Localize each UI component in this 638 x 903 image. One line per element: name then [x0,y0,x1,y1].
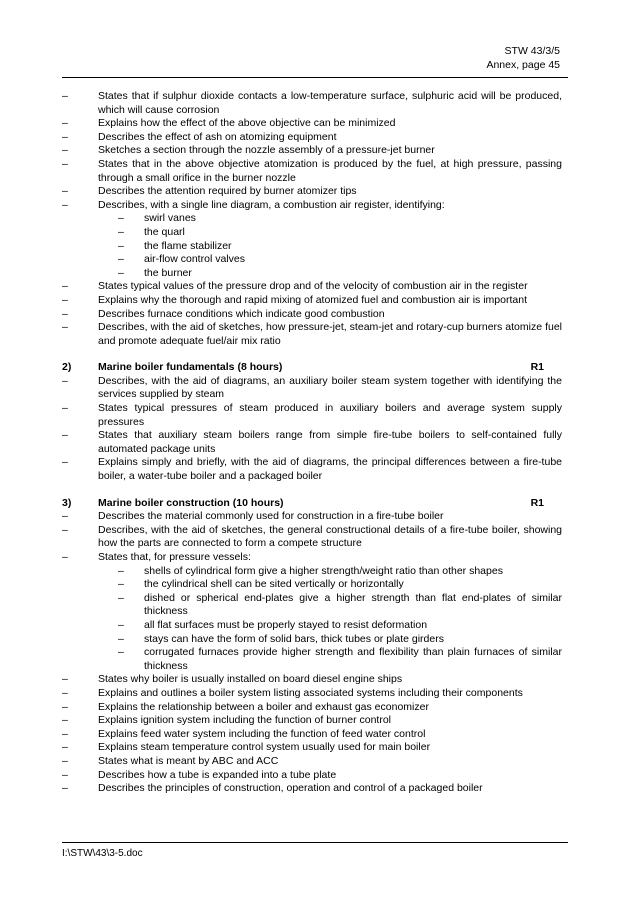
dash-bullet: – [62,402,68,415]
list-item [62,429,562,456]
dash-bullet: – [118,632,124,645]
list-item [62,131,562,145]
dash-bullet: – [62,293,68,306]
section-2-list [62,375,562,484]
list-item [62,185,562,199]
dash-bullet: – [62,307,68,320]
list-item [62,728,562,742]
sub-list-item-text: swirl vanes [144,212,196,225]
list-item-text: Describes the attention required by burner atomizer tips [98,185,357,198]
intro-list [62,90,562,348]
sub-list-item-text: shells of cylindrical form give a higher strength/weight ratio than other shapes [144,564,503,577]
section-title: Marine boiler fundamentals (8 hours) [98,361,283,374]
list-item [62,375,562,402]
dash-bullet: – [62,673,68,686]
list-item-text: States that auxiliary steam boilers range from simple fire-tube boilers to self-contained fully automated package units [98,429,562,455]
list-item [62,524,562,551]
dash-bullet: – [62,741,68,754]
section-number: 2) [62,361,72,374]
sub-list-item [62,212,562,226]
list-item [62,673,562,687]
list-item [62,687,562,701]
list-item-text: Describes furnace conditions which indicate good combustion [98,307,385,320]
list-item-text: States that, for pressure vessels: [98,551,251,563]
dash-bullet: – [62,374,68,387]
list-item-text: Explains why the thorough and rapid mixing of atomized fuel and combustion air is important [98,293,527,306]
list-item [62,321,562,348]
list-item-text: Explains steam temperature control system usually used for main boiler [98,741,431,754]
dash-bullet: – [62,321,68,334]
list-item-text: States why boiler is usually installed on board diesel engine ships [98,673,403,686]
sub-list-item [62,578,562,592]
document-body [62,90,562,796]
list-item-text: Describes the principles of construction, operation and control of a packaged boiler [98,782,483,795]
dash-bullet: – [62,90,68,102]
list-item [62,551,562,565]
sub-list-item-text: dished or spherical end-plates give a higher strength than flat end-plates of similar thickness [144,591,562,618]
list-item-text: Describes the material commonly used for construction in a fire-tube boiler [98,510,444,523]
dash-bullet: – [62,456,68,469]
list-item-text: Sketches a section through the nozzle assembly of a pressure-jet burner [98,144,435,157]
section-heading-2 [62,361,562,375]
list-item-text: Describes, with a single line diagram, a combustion air register, identifying: [98,198,445,211]
list-item-text: States that in the above objective atomization is produced by the fuel, at high pressure, passing through a small orifice in the burner nozzle [98,157,562,184]
dash-bullet: – [118,564,124,577]
list-item-text: Describes how a tube is expanded into a tube plate [98,768,337,781]
list-item-text: States what is meant by ABC and ACC [98,754,279,767]
dash-bullet: – [62,117,68,130]
dash-bullet: – [118,591,124,604]
dash-bullet: – [62,523,68,536]
sub-list-item [62,240,562,254]
dash-bullet: – [62,157,68,170]
sub-list-item-text: air-flow control valves [144,253,245,266]
section-3-list [62,510,562,795]
list-item [62,782,562,796]
page-number: Annex, page 45 [486,59,560,71]
sub-list-item-text: the flame stabilizer [144,239,232,252]
list-item [62,294,562,308]
dash-bullet: – [118,253,124,266]
list-item [62,117,562,131]
section-ref: R1 [530,361,544,374]
sub-list-item [62,633,562,647]
dash-bullet: – [62,429,68,442]
sub-list-item-text: the burner [144,266,192,279]
sub-list-item [62,226,562,240]
dash-bullet: – [62,714,68,727]
header-divider [62,77,568,78]
list-item-text: Explains feed water system including the function of feed water control [98,727,426,740]
dash-bullet: – [118,239,124,252]
dash-bullet: – [118,212,124,225]
sub-list-item [62,619,562,633]
list-item-text: States typical pressures of steam produced in auxiliary boilers and average system supply pressures [98,402,562,428]
list-item [62,714,562,728]
dash-bullet: – [62,727,68,740]
list-item [62,769,562,783]
dash-bullet: – [118,646,124,659]
list-item [62,510,562,524]
dash-bullet: – [62,700,68,713]
sub-list-item [62,565,562,579]
list-item-text: Explains and outlines a boiler system listing associated systems including their components [98,686,523,699]
list-item [62,755,562,769]
list-item [62,199,562,213]
dash-bullet: – [62,130,68,143]
sub-list-item-text: stays can have the form of solid bars, thick tubes or plate girders [144,632,444,645]
dash-bullet: – [62,185,68,198]
list-item-text: States that if sulphur dioxide contacts a low-temperature surface, sulphuric acid will be produced, which will cause corrosion [98,90,562,116]
list-item [62,701,562,715]
section-title: Marine boiler construction (10 hours) [98,496,284,509]
document-reference: STW 43/3/5 [504,45,560,57]
list-item [62,308,562,322]
sub-list-item-text: the quarl [144,225,185,238]
list-item-text: Describes, with the aid of sketches, the general constructional details of a fire-tube boiler, showing how the parts are connected to form a compete structure [98,523,562,550]
list-item-text: Describes the effect of ash on atomizing equipment [98,130,337,143]
list-item-text: States typical values of the pressure drop and of the velocity of combustion air in the register [98,280,528,293]
dash-bullet: – [62,280,68,293]
footer-file-path: I:\STW\43\3-5.doc [62,848,143,859]
list-item-text: Explains ignition system including the function of burner control [98,714,391,727]
dash-bullet: – [62,551,68,563]
dash-bullet: – [118,225,124,238]
list-item [62,280,562,294]
list-item [62,90,562,117]
list-item-text: Describes, with the aid of sketches, how pressure-jet, steam-jet and rotary-cup burners atomize fuel and promote adequate fuel/air mix ratio [98,321,562,347]
dash-bullet: – [62,782,68,795]
dash-bullet: – [62,686,68,699]
list-item-text: Describes, with the aid of diagrams, an auxiliary boiler steam system together with identifying the services supplied by steam [98,374,562,401]
list-item-text: Explains the relationship between a boiler and exhaust gas economizer [98,700,429,713]
sub-list-item [62,646,562,673]
sub-list-item-text: the cylindrical shell can be sited vertically or horizontally [144,578,404,591]
dash-bullet: – [118,618,124,631]
sub-list-item [62,267,562,281]
dash-bullet: – [62,754,68,767]
list-item [62,402,562,429]
footer-divider [62,842,568,843]
list-item [62,741,562,755]
list-item-text: Explains how the effect of the above objective can be minimized [98,117,396,130]
dash-bullet: – [118,578,124,591]
page-header [486,44,560,72]
sub-list-item-text: all flat surfaces must be properly stayed to resist deformation [144,618,428,631]
dash-bullet: – [62,198,68,211]
section-ref: R1 [530,496,544,509]
sub-list-item [62,253,562,267]
dash-bullet: – [62,144,68,157]
dash-bullet: – [62,510,68,523]
section-number: 3) [62,496,72,509]
sub-list-item-text: corrugated furnaces provide higher strength and flexibility than plain furnaces of similar thickness [144,646,562,672]
list-item-text: Explains simply and briefly, with the aid of diagrams, the principal differences between a fire-tube boiler, a water-tube boiler and a packaged boiler [98,456,562,483]
list-item [62,456,562,483]
dash-bullet: – [62,768,68,781]
dash-bullet: – [118,266,124,279]
list-item [62,158,562,185]
section-heading-3 [62,497,562,511]
list-item [62,144,562,158]
sub-list-item [62,592,562,619]
